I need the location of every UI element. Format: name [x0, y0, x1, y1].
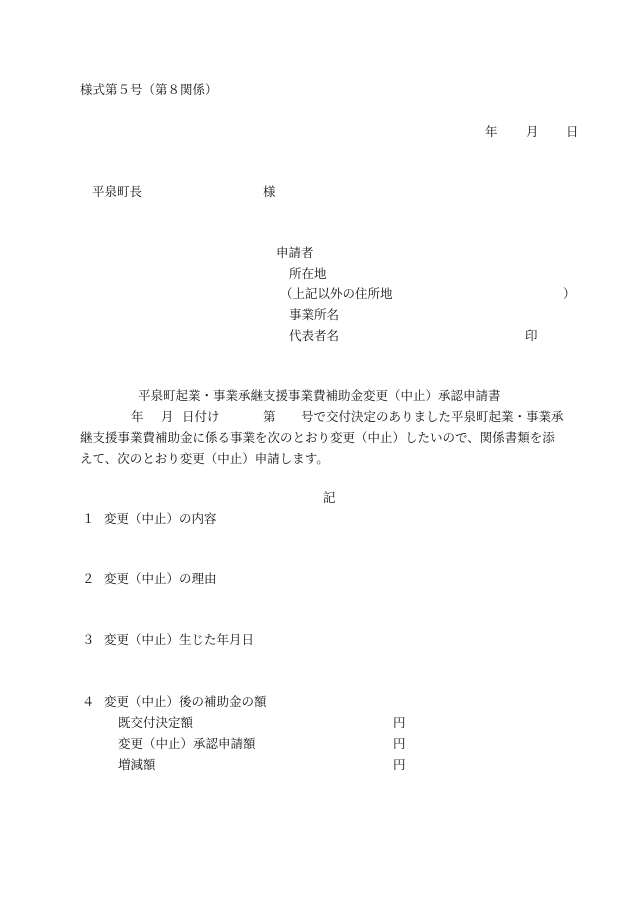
- section-label: 変更（中止）の理由: [104, 571, 217, 586]
- section-number: ４: [82, 694, 95, 709]
- addressee-name: 平泉町長: [92, 184, 143, 199]
- applicant-representative-label: 代表者名: [289, 328, 340, 343]
- body-line-2: 継支援事業費補助金に係る事業を次のとおり変更（中止）したいので、関係書類を添: [80, 430, 555, 445]
- section-number: ２: [82, 571, 95, 586]
- applicant-business-name-label: 事業所名: [289, 307, 340, 322]
- applicant-alt-address-close: ）: [563, 286, 576, 301]
- section-item: [82, 694, 267, 710]
- addressee-honorific: 様: [263, 184, 276, 199]
- section-label: 変更（中止）の内容: [104, 511, 217, 526]
- amount-label: 既交付決定額: [118, 715, 194, 730]
- date-year: 年: [485, 124, 498, 139]
- applicant-heading: 申請者: [276, 245, 314, 260]
- date-month: 月: [526, 124, 539, 139]
- amount-label: 変更（中止）承認申請額: [118, 736, 256, 751]
- document-title: 平泉町起業・事業承継支援事業費補助金変更（中止）承認申請書: [138, 388, 501, 403]
- section-item: [82, 571, 217, 587]
- ref-number-prefix: 第: [263, 409, 276, 424]
- amount-unit: 円: [393, 757, 406, 772]
- amount-unit: 円: [393, 715, 406, 730]
- section-number: １: [82, 511, 95, 526]
- amount-label: 増減額: [118, 757, 156, 772]
- body-line-1: 号で交付決定のありました平泉町起業・事業承: [301, 409, 564, 424]
- applicant-alt-address-label: （上記以外の住所地: [280, 286, 393, 301]
- ki-heading: 記: [323, 490, 336, 505]
- ref-month: 月: [161, 409, 174, 424]
- section-number: ３: [82, 632, 95, 647]
- section-label: 変更（中止）生じた年月日: [104, 632, 255, 647]
- body-line-3: えて、次のとおり変更（中止）申請します。: [80, 451, 329, 466]
- form-number: 様式第５号（第８関係）: [80, 82, 218, 97]
- section-item: [82, 632, 254, 648]
- ref-day: 日付け: [182, 409, 220, 424]
- date-day: 日: [566, 124, 579, 139]
- amount-unit: 円: [393, 736, 406, 751]
- ref-year: 年: [131, 409, 144, 424]
- section-item: [82, 511, 217, 527]
- applicant-address-label: 所在地: [289, 266, 327, 281]
- section-label: 変更（中止）後の補助金の額: [104, 694, 267, 709]
- seal-mark: 印: [525, 328, 538, 343]
